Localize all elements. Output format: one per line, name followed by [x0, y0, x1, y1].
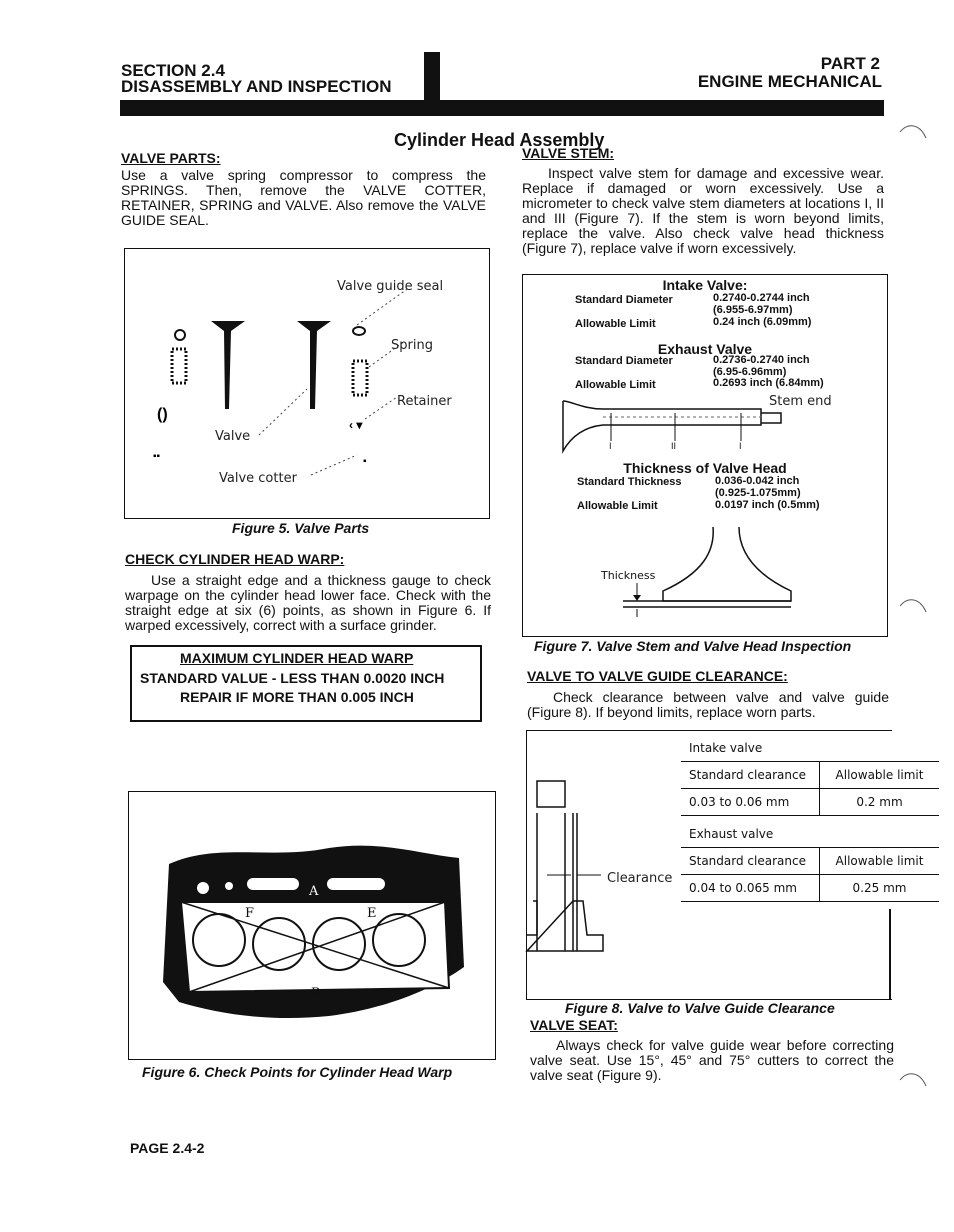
exhaust-std-label: Standard Diameter — [575, 355, 673, 367]
valve-1-icon — [211, 321, 245, 409]
point-b-label: B — [311, 986, 321, 1001]
valve-seat-heading: VALVE SEAT: — [530, 1017, 618, 1033]
stem-location-3: I — [739, 441, 742, 451]
warp-box-line3: REPAIR IF MORE THAN 0.005 INCH — [180, 689, 414, 705]
warp-spec-box — [130, 645, 482, 722]
seal-icon — [353, 327, 365, 335]
exhaust-std-value: 0.2736-0.2740 inch — [713, 354, 810, 366]
section-title: DISASSEMBLY AND INSPECTION — [121, 77, 392, 96]
warp-box-line2: STANDARD VALUE - LESS THAN 0.0020 INCH — [140, 670, 445, 686]
clearance-text: Check clearance between valve and valve guide (Figure 8). If beyond limits, replace worn parts. — [527, 689, 889, 720]
figure-8-frame — [526, 730, 924, 1000]
head-warp-text: Use a straight edge and a thickness gauge to check warpage on the cylinder head lower face. Check with the straight edge at six (6) points, as shown in Figure 6. If warped excessively, correct with a surface grinder. — [125, 572, 491, 633]
intake-std-mm: (6.955-6.97mm) — [713, 304, 793, 316]
section-number: SECTION 2.4 — [121, 61, 225, 80]
intake-std-label: Standard Diameter — [575, 294, 673, 306]
intake-heading: Intake Valve: — [662, 277, 748, 293]
intake-limit-value: 0.2 mm — [856, 795, 903, 809]
figure-7-frame — [522, 274, 888, 637]
figure-8-right-rule — [889, 909, 891, 999]
label-spring: Spring — [391, 338, 433, 353]
binder-hole-mark-3 — [892, 1066, 932, 1106]
page-number: PAGE 2.4-2 — [130, 1140, 205, 1156]
retainer-icon: ‹ ▾ — [349, 418, 363, 432]
valve-parts-heading: VALVE PARTS: — [121, 150, 221, 166]
figure-8-caption: Figure 8. Valve to Valve Guide Clearance — [565, 1000, 835, 1016]
header-rule — [120, 100, 884, 116]
cylinder-head-drawing — [129, 792, 494, 1058]
stem-location-2: II — [671, 441, 677, 451]
point-g-label: G — [167, 938, 178, 953]
page-title: Cylinder Head Assembly — [394, 130, 605, 150]
label-valve: Valve — [215, 429, 251, 444]
cotter-small-icon: ▪▪ — [153, 451, 161, 462]
spring-icon — [353, 361, 367, 395]
intake-limit-label: Allowable Limit — [575, 318, 656, 330]
seal-part-icon — [175, 330, 185, 340]
figure-7-caption: Figure 7. Valve Stem and Valve Head Inspection — [534, 638, 852, 654]
exhaust-limit-label: Allowable Limit — [575, 379, 656, 391]
thick-std-mm: (0.925-1.075mm) — [715, 487, 801, 499]
exhaust-col-standard: Standard clearance — [681, 848, 820, 875]
thick-limit-label: Allowable Limit — [577, 500, 658, 512]
label-valve-cotter: Valve cotter — [219, 471, 297, 486]
figure-6-frame — [128, 791, 496, 1060]
part-title: ENGINE MECHANICAL — [697, 72, 882, 91]
intake-col-limit: Allowable limit — [835, 768, 924, 782]
exhaust-heading: Exhaust Valve — [657, 341, 753, 357]
stem-location-1: I — [609, 441, 612, 451]
intake-col-standard: Standard clearance — [681, 762, 820, 789]
exhaust-std-mm: (6.95-6.96mm) — [713, 366, 787, 378]
stem-end-label: Stem end — [769, 394, 832, 409]
exhaust-standard-value: 0.04 to 0.065 mm — [681, 875, 820, 902]
figure-5-frame — [124, 248, 490, 519]
warp-box-line1: MAXIMUM CYLINDER HEAD WARP — [180, 650, 414, 666]
part-number: PART 2 — [820, 54, 880, 73]
intake-standard-value: 0.03 to 0.06 mm — [681, 789, 820, 816]
valve-2-icon — [297, 321, 331, 409]
thick-std-label: Standard Thickness — [577, 476, 682, 488]
head-warp-heading: CHECK CYLINDER HEAD WARP: — [125, 551, 345, 567]
clearance-label: Clearance — [607, 871, 673, 886]
intake-valve-label: Intake valve — [689, 741, 763, 755]
intake-std-value: 0.2740-0.2744 inch — [713, 292, 810, 304]
point-e-label: E — [367, 906, 377, 921]
thick-std-value: 0.036-0.042 inch — [715, 475, 800, 487]
binder-hole-mark-1 — [892, 118, 932, 158]
valve-stem-text: Inspect valve stem for damage and excessive wear. Replace if damaged or worn excessively. Use a micrometer to check valve stem diameters at locations I, II and III (Figure 7). If the stem is worn beyond limits, replace the valve. Also check valve head thickness (Figure 7), replace valve if worn excessively. — [522, 165, 884, 256]
figure-5-caption: Figure 5. Valve Parts — [232, 520, 370, 536]
exhaust-limit-value: 0.25 mm — [852, 881, 907, 895]
point-f-label: F — [245, 906, 255, 921]
thickness-label: Thickness — [601, 569, 656, 582]
valve-seat-text: Always check for valve guide wear before correcting valve seat. Use 15°, 45° and 75° cutters to correct the valve seat (Figure 9). — [530, 1037, 894, 1083]
valve-stem-heading: VALVE STEM: — [522, 145, 615, 161]
exhaust-col-limit: Allowable limit — [835, 854, 924, 868]
point-a-label: A — [309, 884, 319, 899]
cotter-icon: ▪ — [363, 456, 367, 467]
point-d-label: D — [449, 932, 460, 947]
cotter-part-icon: () — [157, 406, 168, 423]
binder-hole-mark-2 — [892, 592, 932, 632]
exhaust-limit-value: 0.2693 inch (6.84mm) — [713, 377, 824, 389]
valve-head-drawing — [523, 521, 886, 621]
exhaust-clearance-table — [681, 847, 939, 902]
thick-limit-value: 0.0197 inch (0.5mm) — [715, 499, 820, 511]
thickness-heading: Thickness of Valve Head — [623, 460, 787, 476]
figure-6-caption: Figure 6. Check Points for Cylinder Head Warp — [142, 1064, 453, 1080]
label-retainer: Retainer — [397, 394, 452, 409]
intake-limit-value: 0.24 inch (6.09mm) — [713, 316, 812, 328]
clearance-heading: VALVE TO VALVE GUIDE CLEARANCE: — [527, 668, 788, 684]
spring-part-icon — [172, 349, 186, 383]
exhaust-valve-label: Exhaust valve — [689, 827, 774, 841]
valve-parts-text: Use a valve spring compressor to compress the SPRINGS. Then, remove the VALVE COTTER, RETAINER, SPRING and VALVE. Also remove the VALVE GUIDE SEAL. — [121, 167, 486, 228]
label-valve-guide-seal: Valve guide seal — [337, 279, 444, 294]
intake-clearance-table — [681, 761, 939, 816]
